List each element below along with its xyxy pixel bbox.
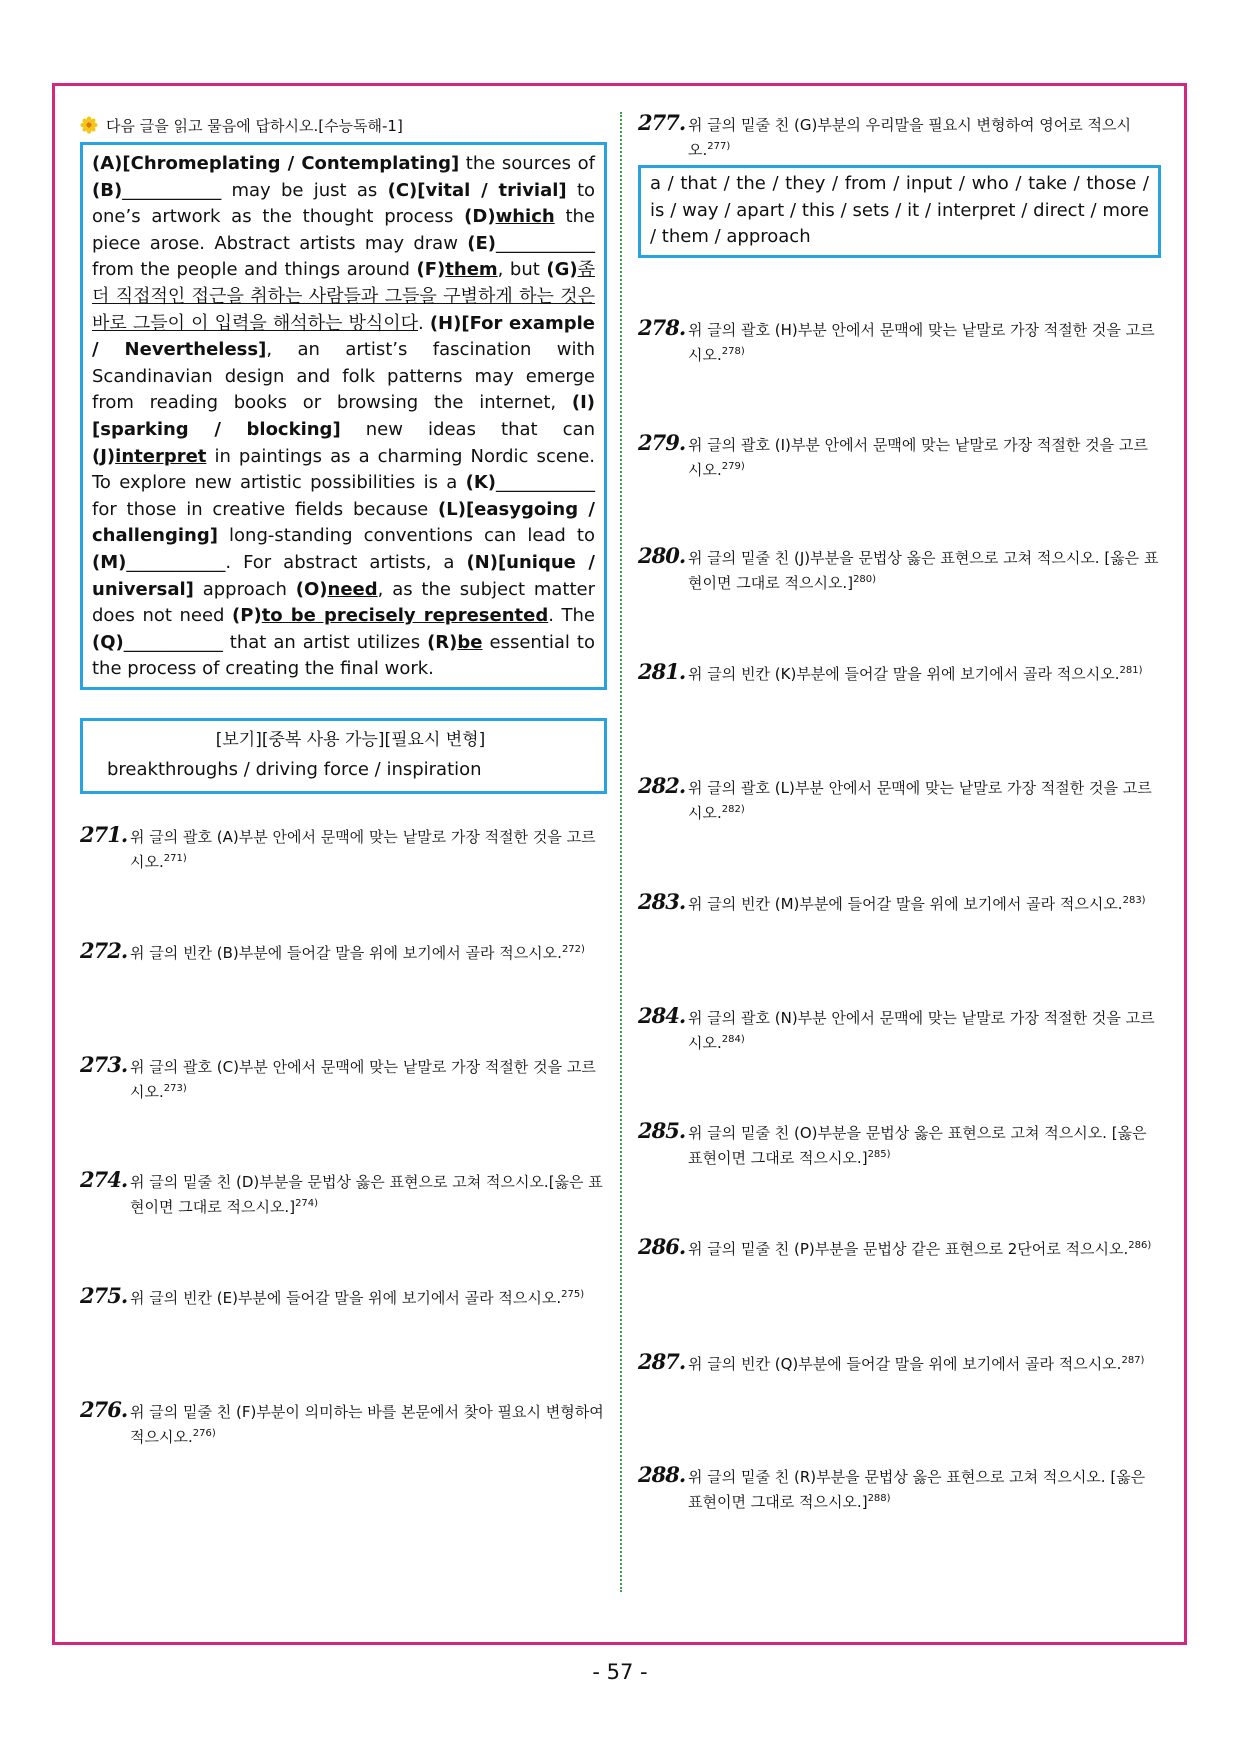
question-number: 283. (638, 889, 686, 914)
footnote-ref: 283) (1122, 895, 1146, 906)
question-number: 278. (638, 315, 686, 340)
label-p: (P) (232, 605, 262, 627)
flower-icon (80, 116, 98, 134)
question-text: 위 글의 밑줄 친 (R)부분을 문법상 옳은 표현으로 고쳐 적으시오. [옳은 표현이면 그대로 적으시오.] (688, 1468, 1146, 1511)
question-text: 위 글의 빈칸 (B)부분에 들어갈 말을 위에 보기에서 골라 적으시오. (130, 943, 562, 962)
question-text: 위 글의 밑줄 친 (J)부분을 문법상 옳은 표현으로 고쳐 적으시오. [옳은 표현이면 그대로 적으시오.] (688, 549, 1159, 592)
question-text: 위 글의 빈칸 (K)부분에 들어갈 말을 위에 보기에서 골라 적으시오. (688, 665, 1120, 683)
footnote-ref: 277) (707, 141, 731, 152)
passage-text: long-standing conventions can lead to (217, 525, 595, 547)
right-column (638, 110, 1161, 1511)
passage-text: approach (193, 578, 296, 600)
footnote-ref: 281) (1119, 665, 1143, 676)
footnote-ref: 282) (721, 804, 745, 815)
question-number: 277. (638, 110, 686, 135)
label-g: (G) (546, 259, 578, 281)
passage-text: new ideas that can (340, 418, 595, 440)
question-text: 위 글의 괄호 (A)부분 안에서 문맥에 맞는 낱말로 가장 적절한 것을 고르시오. (130, 827, 596, 871)
question-number: 287. (638, 1349, 686, 1374)
question-text: 위 글의 괄호 (C)부분 안에서 문맥에 맞는 낱말로 가장 적절한 것을 고르시오. (130, 1057, 596, 1101)
passage-text: that an artist utilizes (222, 631, 428, 653)
passage-text: may be just as (221, 179, 388, 201)
question-286 (638, 1235, 1161, 1260)
footnote-ref: 287) (1121, 1355, 1145, 1366)
underline-r: be (457, 631, 483, 653)
question-number: 280. (638, 543, 686, 568)
instruction (80, 112, 607, 138)
question-273 (80, 1051, 607, 1103)
footnote-ref: 273) (163, 1082, 187, 1094)
blank-e: ___________ (496, 232, 595, 254)
bogi-words: breakthroughs / driving force / inspiration (107, 758, 482, 780)
blank-q: ___________ (123, 631, 223, 653)
word-bank-277: a / that / the / they / from / input / who / take / those / is / way / apart / this / sets / it / interpret / direct / more / them / approach (638, 165, 1161, 258)
footnote-ref: 276) (192, 1427, 216, 1439)
question-275 (80, 1284, 607, 1309)
underline-f: them (445, 259, 498, 281)
question-283 (638, 890, 1161, 915)
footnote-ref: 280) (853, 574, 877, 585)
passage-text: to one’s artwork as the thought process (92, 179, 596, 228)
blank-m: ___________ (126, 551, 226, 573)
blank-n-choice: (N)[unique / universal] (92, 551, 595, 600)
blank-c-choice: (C)[vital / trivial] (387, 179, 567, 201)
label-k: (K) (465, 472, 496, 494)
label-e: (E) (467, 232, 496, 254)
page-number: - 57 - (592, 1660, 648, 1684)
footnote-ref: 271) (163, 852, 187, 864)
question-278 (638, 317, 1161, 366)
question-271 (80, 821, 607, 873)
question-279 (638, 432, 1161, 481)
question-number: 285. (638, 1118, 686, 1143)
blank-b: ___________ (122, 179, 222, 201)
question-text: 위 글의 괄호 (I)부분 안에서 문맥에 맞는 낱말로 가장 적절한 것을 고르시오. (688, 436, 1148, 479)
blank-a-choice: (A)[Chromeplating / Contemplating] (92, 153, 460, 174)
passage-text: . For abstract artists, a (225, 551, 467, 573)
label-b: (B) (92, 179, 123, 201)
question-274 (80, 1166, 607, 1218)
passage-text: , an artist’s fascination with Scandinavian design and folk patterns may emerge from reading books or browsing the internet, (92, 339, 595, 414)
question-text: 위 글의 빈칸 (Q)부분에 들어갈 말을 위에 보기에서 골라 적으시오. (688, 1355, 1122, 1373)
passage-text: for those in creative fields because (92, 498, 439, 520)
question-text: 위 글의 밑줄 친 (O)부분을 문법상 옳은 표현으로 고쳐 적으시오. [옳은 표현이면 그대로 적으시오.] (688, 1124, 1147, 1167)
passage-box (80, 142, 607, 690)
question-text: 위 글의 빈칸 (M)부분에 들어갈 말을 위에 보기에서 골라 적으시오. (688, 895, 1123, 913)
footnote-ref: 278) (721, 346, 745, 357)
question-288 (638, 1464, 1161, 1513)
label-j: (J) (92, 445, 116, 467)
footnote-ref: 284) (721, 1034, 745, 1045)
question-272 (80, 939, 607, 964)
instruction-text: 다음 글을 읽고 물음에 답하시오.[수능독해-1] (106, 116, 403, 135)
question-276 (80, 1396, 607, 1448)
footnote-ref: 272) (561, 943, 585, 955)
footnote-ref: 279) (721, 461, 745, 472)
question-number: 279. (638, 430, 686, 455)
passage-text: . The (548, 605, 595, 627)
question-text: 위 글의 밑줄 친 (F)부분이 의미하는 바를 본문에서 찾아 필요시 변형하여 적으시오. (130, 1402, 604, 1446)
question-text: 위 글의 밑줄 친 (D)부분을 문법상 옳은 표현으로 고쳐 적으시오.[옳은 표현이면 그대로 적으시오.] (130, 1172, 603, 1216)
label-o: (O) (295, 578, 328, 600)
footnote-ref: 286) (1128, 1240, 1152, 1251)
passage-text: the piece arose. Abstract artists may draw (92, 206, 595, 254)
label-f: (F) (416, 259, 446, 281)
passage-text: essential to the process of creating the final work. (92, 631, 595, 680)
question-text: 위 글의 빈칸 (E)부분에 들어갈 말을 위에 보기에서 골라 적으시오. (130, 1288, 562, 1307)
question-text: 위 글의 괄호 (H)부분 안에서 문맥에 맞는 낱말로 가장 적절한 것을 고르시오. (688, 321, 1155, 364)
question-number: 286. (638, 1234, 686, 1259)
label-r: (R) (427, 631, 458, 653)
question-number: 282. (638, 773, 686, 798)
question-285 (638, 1120, 1161, 1169)
blank-k: ___________ (496, 472, 595, 494)
question-text: 위 글의 괄호 (N)부분 안에서 문맥에 맞는 낱말로 가장 적절한 것을 고르시오. (688, 1009, 1155, 1052)
passage-text: , as the subject matter does not need (92, 578, 596, 627)
underline-o: need (327, 578, 378, 600)
label-m: (M) (92, 551, 127, 573)
question-number: 288. (638, 1462, 686, 1487)
underline-j: interpret (115, 445, 207, 467)
passage-text: the sources of (459, 153, 595, 174)
question-number: 275. (80, 1282, 128, 1308)
blank-h-choice: (H)[For example / Nevertheless] (92, 312, 595, 361)
question-text: 위 글의 밑줄 친 (G)부분의 우리말을 필요시 변형하여 영어로 적으시오. (688, 116, 1131, 159)
left-column (80, 112, 607, 1446)
question-number: 281. (638, 659, 686, 684)
bogi-title: [보기][중복 사용 가능][필요시 변형] (215, 729, 486, 750)
footnote-ref: 288) (867, 1493, 891, 1504)
underline-p: to be precisely represented (261, 605, 549, 627)
passage-text: in paintings as a charming Nordic scene. To explore new artistic possibilities is a (92, 445, 595, 494)
blank-i-choice: (I)[sparking / blocking] (92, 392, 595, 440)
footnote-ref: 274) (295, 1197, 319, 1209)
question-number: 276. (80, 1396, 128, 1422)
question-287 (638, 1350, 1161, 1375)
question-280 (638, 545, 1161, 594)
column-divider (620, 112, 622, 1592)
passage-text: , but (497, 259, 547, 281)
question-number: 274. (80, 1166, 128, 1192)
question-number: 271. (80, 821, 128, 847)
passage-text: from the people and things around (92, 259, 417, 281)
question-number: 272. (80, 937, 128, 963)
footnote-ref: 275) (561, 1288, 585, 1300)
question-number: 273. (80, 1051, 128, 1077)
question-282 (638, 775, 1161, 824)
passage-text: . (418, 312, 430, 334)
footnote-ref: 285) (867, 1149, 891, 1160)
question-281 (638, 660, 1161, 685)
underline-g-korean: 좀 더 직접적인 접근을 취하는 사람들과 그들을 구별하게 하는 것은 바로 그들이 이 입력을 해석하는 방식이다 (92, 259, 595, 334)
question-277 (638, 112, 1161, 161)
question-text: 위 글의 밑줄 친 (P)부분을 문법상 같은 표현으로 2단어로 적으시오. (688, 1240, 1129, 1258)
underline-d: which (495, 206, 555, 228)
question-284 (638, 1005, 1161, 1054)
question-text: 위 글의 괄호 (L)부분 안에서 문맥에 맞는 낱말로 가장 적절한 것을 고르시오. (688, 779, 1152, 822)
bogi-box (80, 718, 607, 794)
blank-l-choice: (L)[easygoing / challenging] (92, 498, 595, 547)
label-d: (D) (464, 206, 496, 228)
label-q: (Q) (92, 631, 124, 653)
question-number: 284. (638, 1003, 686, 1028)
